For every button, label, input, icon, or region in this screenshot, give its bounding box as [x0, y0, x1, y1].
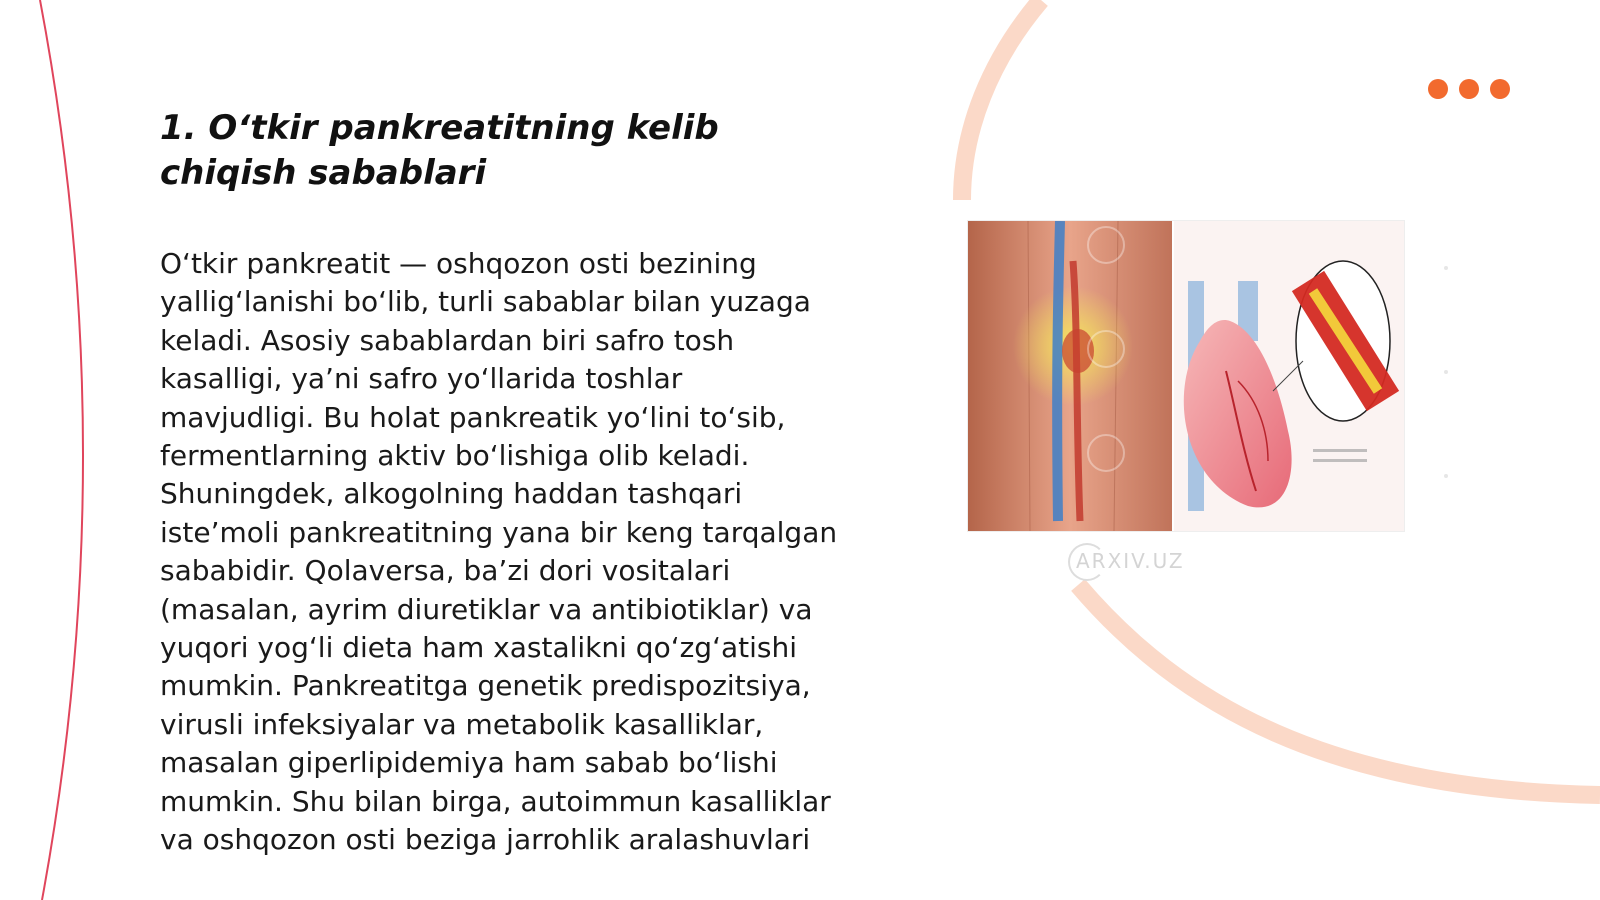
three-dots-icon — [1428, 79, 1510, 99]
medical-illustration — [967, 220, 1405, 532]
dot-3 — [1490, 79, 1510, 99]
watermark — [1076, 549, 1185, 573]
watermark-text: ARXIV.UZ — [1076, 549, 1185, 573]
watermark-logo-icon — [1068, 543, 1106, 581]
dot-1 — [1428, 79, 1448, 99]
orange-arc-bottom — [1078, 585, 1600, 795]
side-mark — [1444, 474, 1448, 478]
dot-2 — [1459, 79, 1479, 99]
left-curve-line — [40, 0, 83, 900]
side-mark — [1444, 370, 1448, 374]
side-mark — [1444, 266, 1448, 270]
slide-title: 1. O‘tkir pankreatitning kelib chiqish sabablari — [160, 108, 719, 193]
slide-body-text: O‘tkir pankreatit — oshqozon osti bezining yallig‘lanishi bo‘lib, turli sabablar bilan yuzaga keladi. Asosiy sabablardan biri safro tosh kasalligi, ya’ni safro yo‘llarida toshlar mavjudligi. Bu holat pankreatik yo‘lini to‘sib, fermentlarning aktiv bo‘lishiga olib keladi. Shuningdek, alkogolning haddan tashqari iste’moli pankreatitning yana bir keng tarqalgan sababidir. Qolaversa, ba’zi dori vositalari (masalan, ayrim diuretiklar va antibiotiklar) va yuqori yog‘li dieta ham xastalikni qo‘zg‘atishi mumkin. Pankreatitga genetik predispozitsiya, virusli infeksiyalar va metabolik kasalliklar, masalan giperlipidemiya ham sabab bo‘lishi mumkin. Shu bilan birga, autoimmun kasalliklar va oshqozon osti beziga jarrohlik aralashuvlari — [160, 247, 838, 857]
vein-icon — [1057, 221, 1060, 521]
orange-arc-top — [962, 0, 1041, 200]
